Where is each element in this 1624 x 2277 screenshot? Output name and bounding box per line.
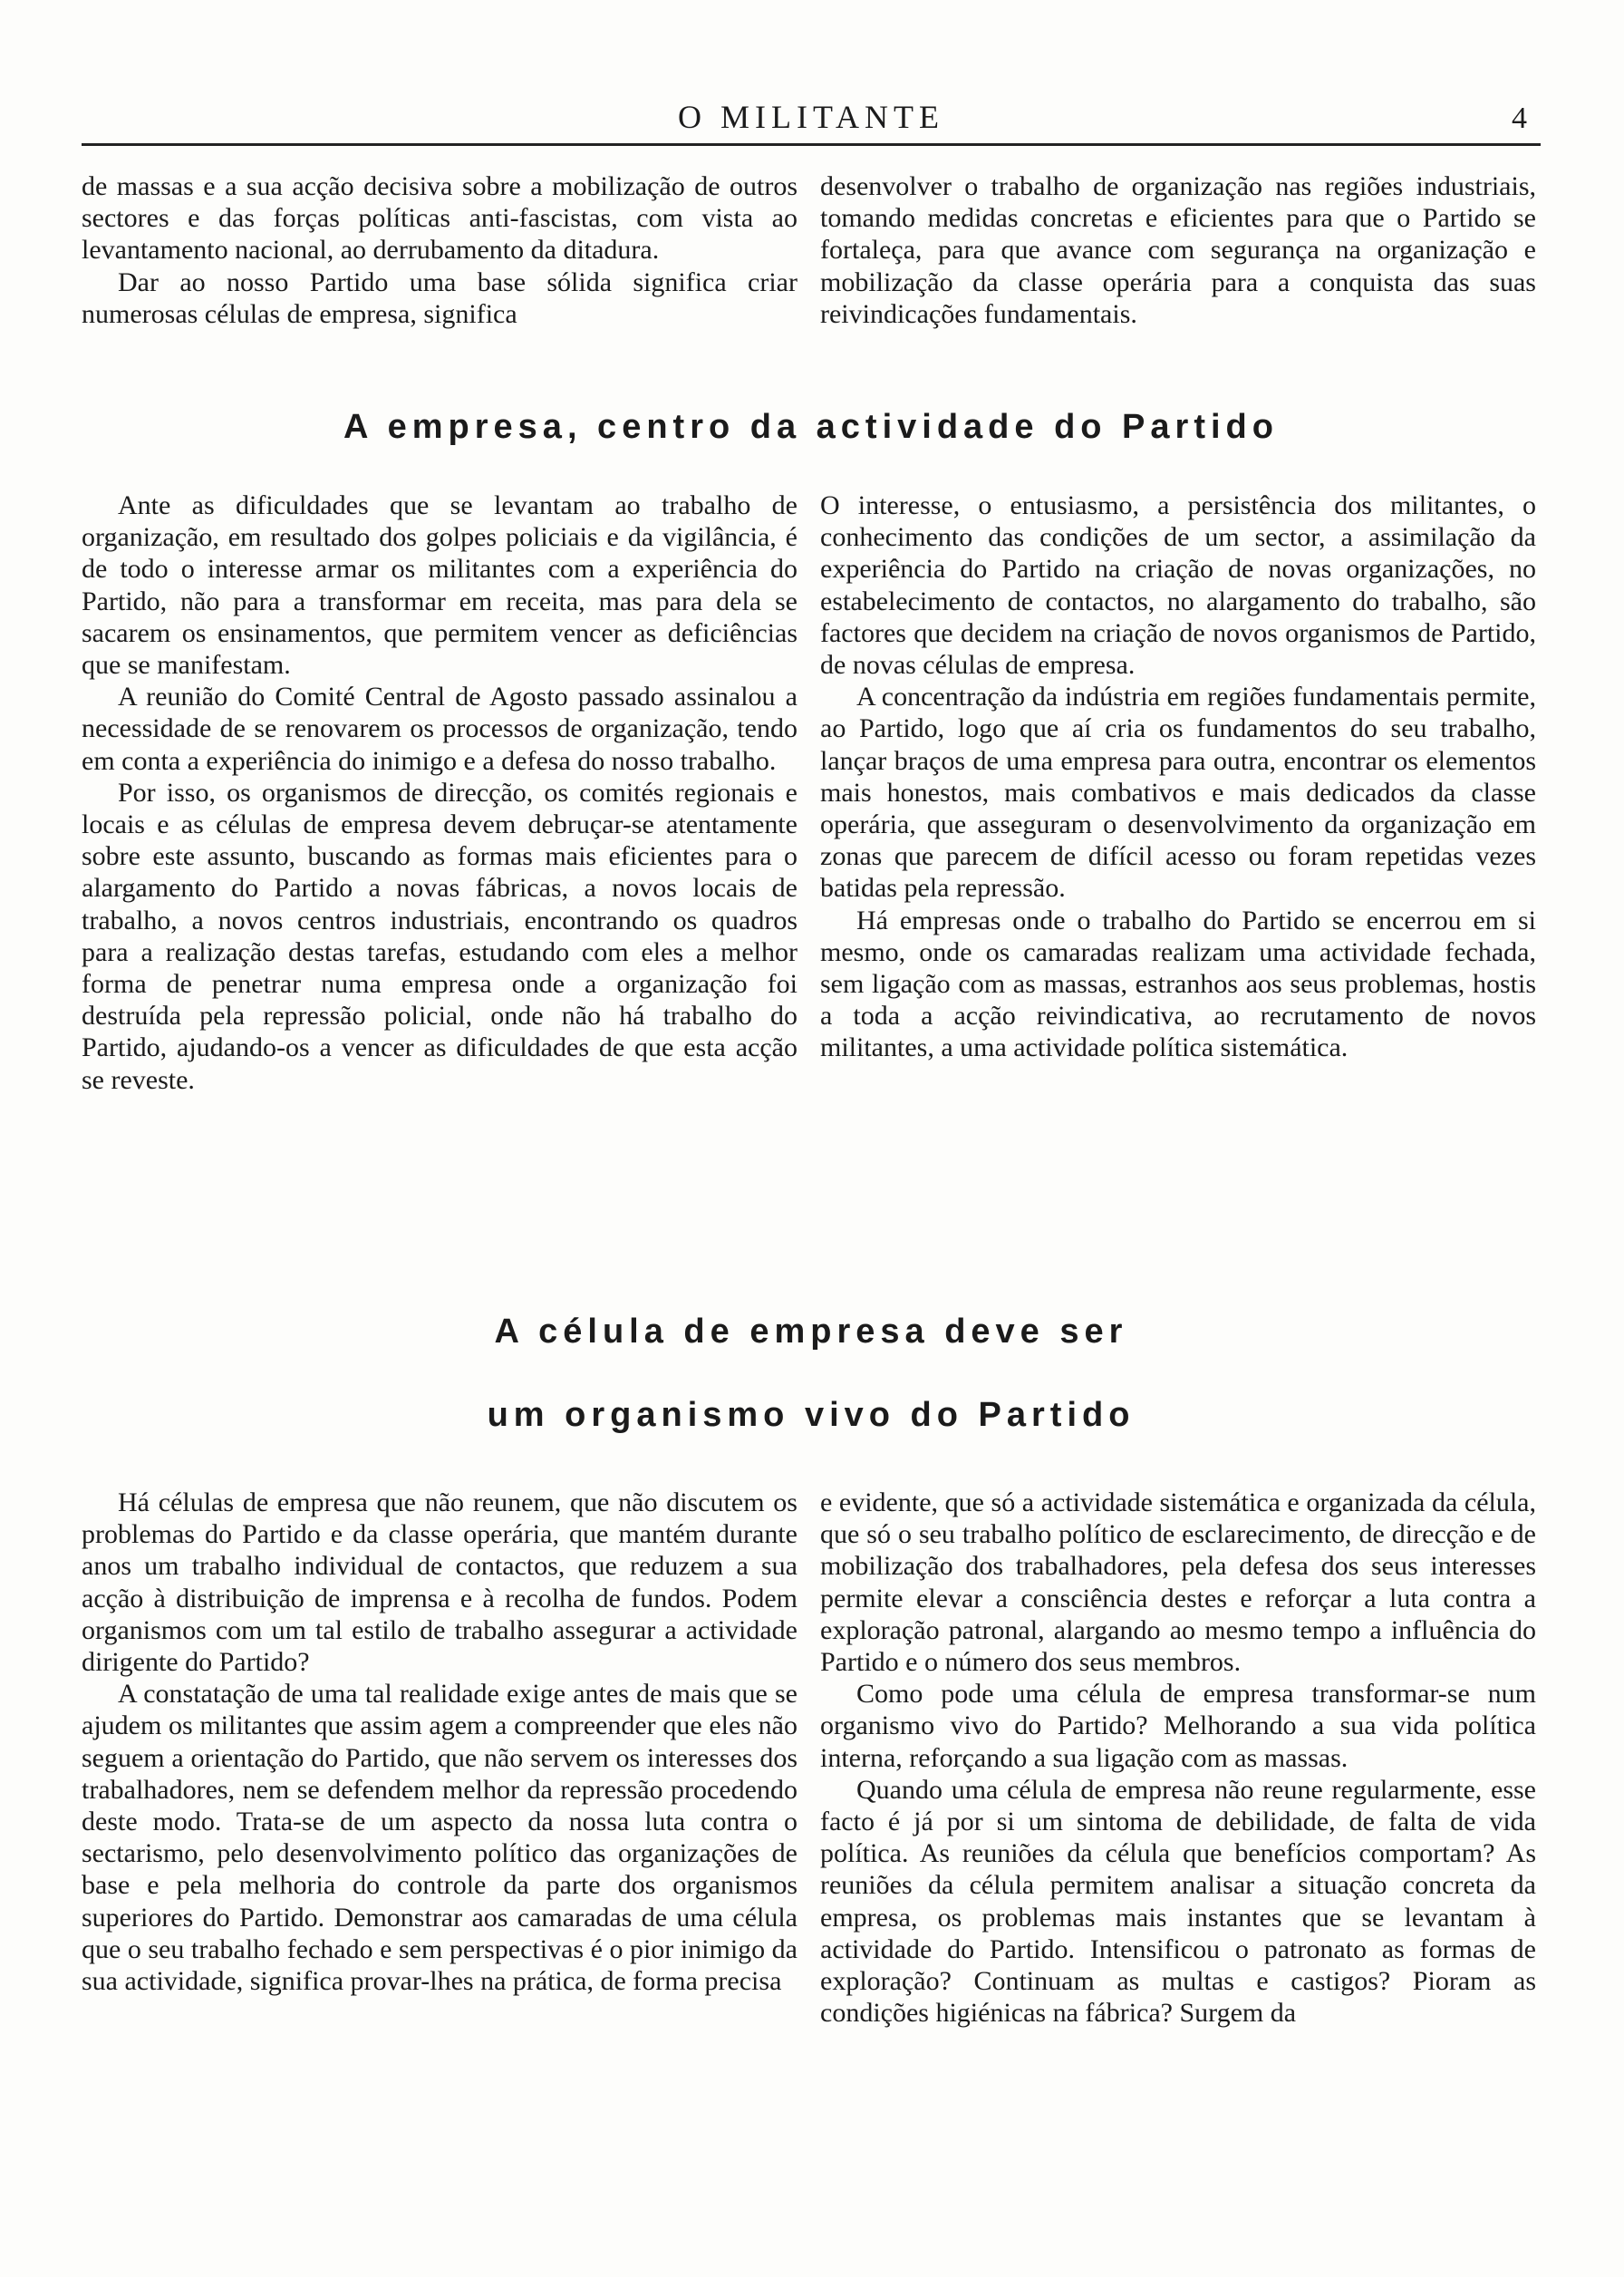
section2-right-column (820, 1487, 1536, 2029)
section1-left-column (82, 489, 798, 1096)
paragraph: desenvolver o trabalho de organização nas regiões industriais, tomando medidas concretas e eficientes para que o Partido se fortaleça, para que avance com segurança na organização e mobilização da classe operária para a conquista das suas reivindicações fundamentais. (820, 171, 1536, 329)
paragraph: Quando uma célula de empresa não reune regularmente, esse facto é já por si um sintoma de debilidade, de falta de vida política. As reuniões da célula que benefícios comportam? As reuniões da célula permitem analisar a situação concreta da empresa, os problemas mais instantes que se levantam à actividade do Partido. Intensificou o patronato as formas de exploração? Continuam as multas e castigos? Pioram as condições higiénicas na fábrica? Surgem da (820, 1774, 1536, 2029)
intro-left-column (82, 170, 798, 330)
paragraph: A reunião do Comité Central de Agosto passado assinalou a necessidade de se renovarem os processos de organização, tendo em conta a experiência do inimigo e a defesa do nosso trabalho. (82, 682, 798, 776)
header-rule (82, 143, 1541, 146)
page-number: 4 (1512, 102, 1527, 135)
publication-title: O MILITANTE (677, 99, 945, 135)
section-heading: A empresa, centro da actividade do Partido (343, 408, 1279, 446)
section-heading-line1: A célula de empresa deve ser (494, 1313, 1128, 1351)
intro-right-column (820, 170, 1536, 330)
paragraph: Como pode uma célula de empresa transformar-se num organismo vivo do Partido? Melhorando a sua vida política interna, reforçando a sua ligação com as massas. (820, 1679, 1536, 1773)
paragraph: Há empresas onde o trabalho do Partido se encerrou em si mesmo, onde os camaradas realizam uma actividade fechada, sem ligação com as massas, estranhos aos seus problemas, hostis a toda a acção reivindicativa, ao recrutamento de novos militantes, a uma actividade política sistemática. (820, 905, 1536, 1063)
section1-right-column (820, 489, 1536, 1064)
section-heading-line2: um organismo vivo do Partido (487, 1396, 1136, 1434)
section2-left-column (82, 1487, 798, 1997)
paragraph: A concentração da indústria em regiões fundamentais permite, ao Partido, logo que aí cria os fundamentos do seu trabalho, lançar braços de uma empresa para outra, encontrar os elementos mais honestos, mais combativos e mais dedicados da classe operária, que asseguram o desenvolvimento da organização em zonas que parecem de difícil acesso ou foram repetidas vezes batidas pela repressão. (820, 682, 1536, 904)
page-header (82, 98, 1541, 143)
paragraph: O interesse, o entusiasmo, a persistência dos militantes, o conhecimento das condições de um sector, a assimilação da experiência do Partido na criação de novas organizações, no estabelecimento de contactos, no alargamento do trabalho, são factores que decidem na criação de novos organismos de Partido, de novas células de empresa. (820, 490, 1536, 681)
paragraph: de massas e a sua acção decisiva sobre a mobilização de outros sectores e das forças políticas anti-fascistas, com vista ao levantamento nacional, ao derrubamento da ditadura. (82, 171, 798, 266)
paragraph: Dar ao nosso Partido uma base sólida significa criar numerosas células de empresa, significa (82, 266, 798, 329)
paragraph: e evidente, que só a actividade sistemática e organizada da célula, que só o seu trabalho político de esclarecimento, de direcção e de mobilização dos trabalhadores, pela defesa dos seus interesses permite elevar a consciência destes e reforçar a luta contra a exploração patronal, alargando ao mesmo tempo a influência do Partido e o número dos seus membros. (820, 1487, 1536, 1678)
paragraph: A constatação de uma tal realidade exige antes de mais que se ajudem os militantes que assim agem a compreender que eles não seguem a orientação do Partido, que não servem os interesses dos trabalhadores, nem se defendem melhor da repressão procedendo deste modo. Trata-se de um aspecto da nossa luta contra o sectarismo, pelo desenvolvimento político das organizações de base e pela melhoria do controle da parte dos organismos superiores do Partido. Demonstrar aos camaradas de uma célula que o seu trabalho fechado e sem perspectivas é o pior inimigo da sua actividade, significa provar-lhes na prática, de forma precisa (82, 1679, 798, 1997)
paragraph: Há células de empresa que não reunem, que não discutem os problemas do Partido e da classe operária, que mantém durante anos um trabalho individual de contactos, que reduzem a sua acção à distribuição de imprensa e à recolha de fundos. Podem organismos com um tal estilo de trabalho assegurar a actividade dirigente do Partido? (82, 1487, 798, 1678)
paragraph: Ante as dificuldades que se levantam ao trabalho de organização, em resultado dos golpes policiais e da vigilância, é de todo o interesse armar os militantes com a experiência do Partido, não para a transformar em receita, mas para dela se sacarem os ensinamentos, que permitem vencer as deficiências que se manifestam. (82, 490, 798, 681)
paragraph: Por isso, os organismos de direcção, os comités regionais e locais e as células de empresa devem debruçar-se atentamente sobre este assunto, buscando as formas mais eficientes para o alargamento do Partido a novas fábricas, a novos locais de trabalho, a novos centros industriais, encontrando os quadros para a realização destas tarefas, estudando com eles a melhor forma de penetrar numa empresa onde a organização foi destruída pela repressão policial, onde não há trabalho do Partido, ajudando-os a vencer as dificuldades de que esta acção se reveste. (82, 777, 798, 1095)
